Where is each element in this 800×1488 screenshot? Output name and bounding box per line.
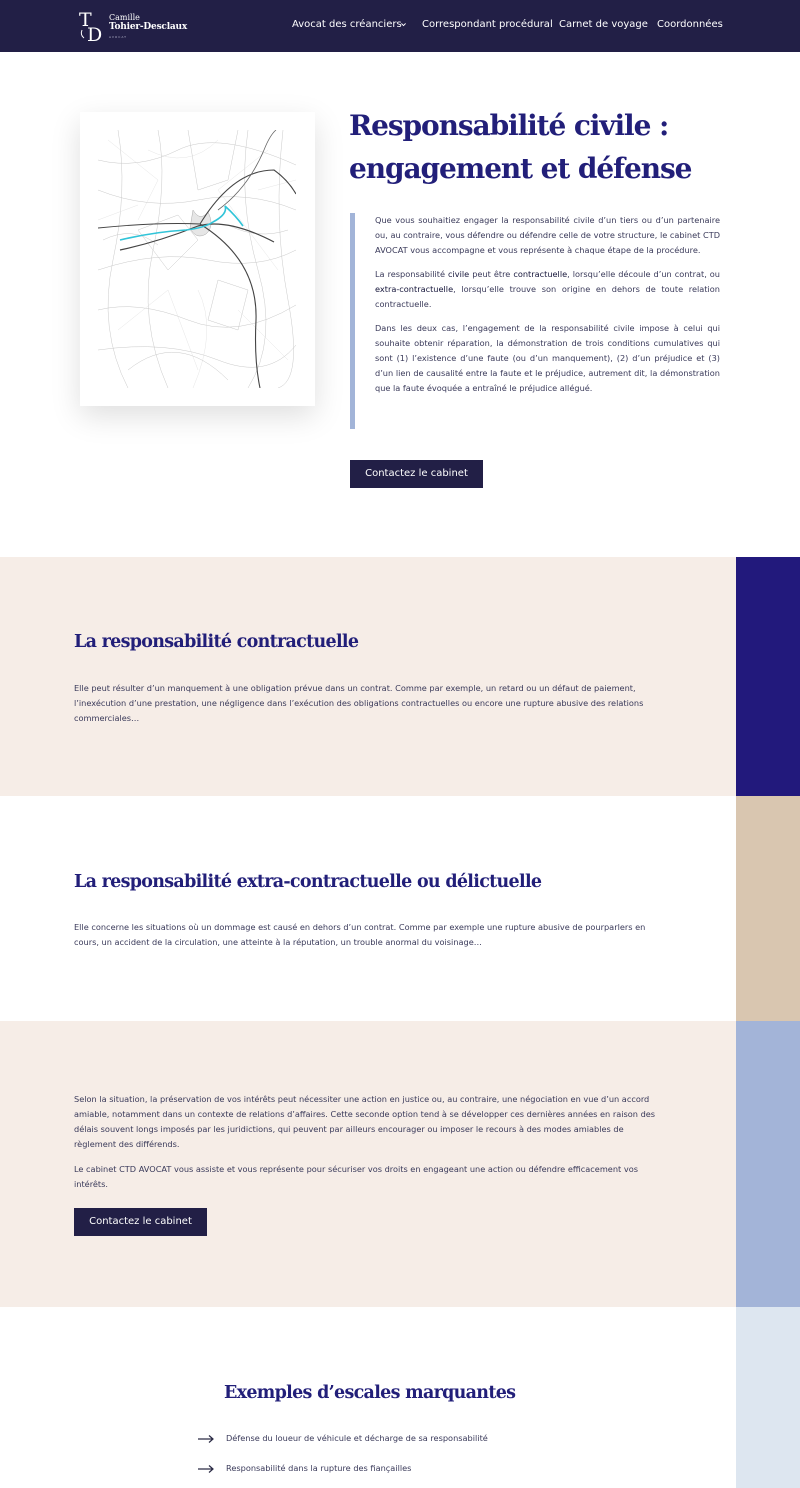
action-paragraph-2: Le cabinet CTD AVOCAT vous assiste et vous représente pour sécuriser vos droits en engageant une action ou défendre efficacement vos intérêts. (74, 1164, 638, 1189)
nav-avocat-creanciers[interactable] (292, 19, 402, 30)
section-contractual (0, 557, 736, 796)
action-paragraph-1: Selon la situation, la préservation de vos intérêts peut nécessiter une action en justice ou, au contraire, une négociation en vue d’un accord amiable, notamment dans un contexte de relations d’affaires. Cette seconde option tend à se développer ces dernières années en raison des délais souvent longs imposés par les juridictions, qui peuvent par ailleurs encourager ou imposer le recours à des modes amiables de règlement des différends. (74, 1094, 656, 1149)
hero-map-card (80, 112, 315, 406)
hero-paragraph-1: Que vous souhaitiez engager la responsabilité civile d’un tiers ou d’un partenaire ou, au contraire, vous défendre ou défendre celle de votre structure, le cabinet CTD AVOCAT vous accompagne et vous représente à chaque étape de la procédure. (375, 215, 720, 255)
chevron-down-icon (400, 21, 407, 28)
extra-contractual-text: Elle concerne les situations où un dommage est causé en dehors d’un contrat. Comme par exemple une rupture abusive de pourparlers en cours, un accident de la circulation, une atteinte à la réputation, un trouble anormal du voisinage… (74, 922, 646, 947)
hero-p2-bold-contractuelle: contractuelle (513, 269, 568, 279)
decor-strip-tan (736, 796, 800, 1021)
decor-strip-indigo (736, 557, 800, 796)
nav-correspondant-procedural[interactable]: Correspondant procédural (422, 19, 553, 30)
logo-last-name: Tohier-Desclaux (109, 22, 188, 32)
hero-p2-bold-civile: civile (448, 269, 470, 279)
logo-first-name: Camille (109, 13, 140, 22)
hero-p2-bold-extra-contractuelle: extra-contractuelle (375, 284, 454, 294)
contact-cabinet-button-secondary[interactable]: Contactez le cabinet (74, 1208, 207, 1236)
hero-p2-text: La responsabilité (375, 269, 449, 279)
hero-paragraph-2 (375, 267, 720, 312)
monogram-logo-icon (78, 8, 106, 44)
section-extra-contractual (0, 796, 736, 1021)
decor-strip-blue (736, 1021, 800, 1307)
nav-label: Avocat des créanciers (292, 19, 402, 30)
decor-strip-pale (736, 1307, 800, 1488)
example-link-label: Responsabilité dans la rupture des fiançailles (226, 1463, 412, 1473)
svg-text:D: D (87, 24, 103, 44)
arrow-right-icon (198, 1434, 215, 1444)
heading-extra-contractual: La responsabilité extra-contractuelle ou délictuelle (74, 872, 542, 892)
nav-coordonnees[interactable]: Coordonnées (657, 19, 723, 30)
hero-p2-text: , lorsqu’elle découle d’un contrat, ou (567, 269, 720, 279)
quote-accent-bar (350, 213, 355, 429)
hero-p2-text: , lorsqu’elle trouve son origine en dehors de toute relation contractuelle. (375, 284, 720, 309)
page-title: Responsabilité civile : engagement et défense (349, 109, 692, 185)
site-logo[interactable] (78, 8, 198, 44)
contact-cabinet-button[interactable]: Contactez le cabinet (350, 460, 483, 488)
arrow-right-icon (198, 1464, 215, 1474)
city-map-illustration (98, 130, 296, 388)
logo-subtitle: AVOCAT (109, 35, 127, 39)
hero-description (375, 213, 720, 405)
example-link-label: Défense du loueur de véhicule et décharge de sa responsabilité (226, 1433, 488, 1443)
heading-examples: Exemples d’escales marquantes (224, 1383, 516, 1403)
hero-p2-text: peut être (469, 269, 514, 279)
svg-text:T: T (79, 9, 92, 31)
hero-paragraph-3: Dans les deux cas, l’engagement de la responsabilité civile impose à celui qui souhaite obtenir réparation, la démonstration de trois conditions cumulatives qui sont (1) l’existence d’une faute (ou d’un manquement), (2) d’un préjudice et (3) d’un lien de causalité entre la faute et le préjudice, autrement dit, la démonstration que la faute évoquée a entraîné le préjudice allégué. (375, 323, 720, 393)
contractual-text: Elle peut résulter d’un manquement à une obligation prévue dans un contrat. Comme par exemple, un retard ou un défaut de paiement, l’inexécution d’une prestation, une négligence dans l’exécution des obligations contractuelles ou encore une rupture abusive des relations commerciales… (74, 683, 644, 723)
site-header (0, 0, 800, 52)
heading-contractual: La responsabilité contractuelle (74, 632, 359, 652)
nav-carnet-de-voyage[interactable]: Carnet de voyage (559, 19, 648, 30)
